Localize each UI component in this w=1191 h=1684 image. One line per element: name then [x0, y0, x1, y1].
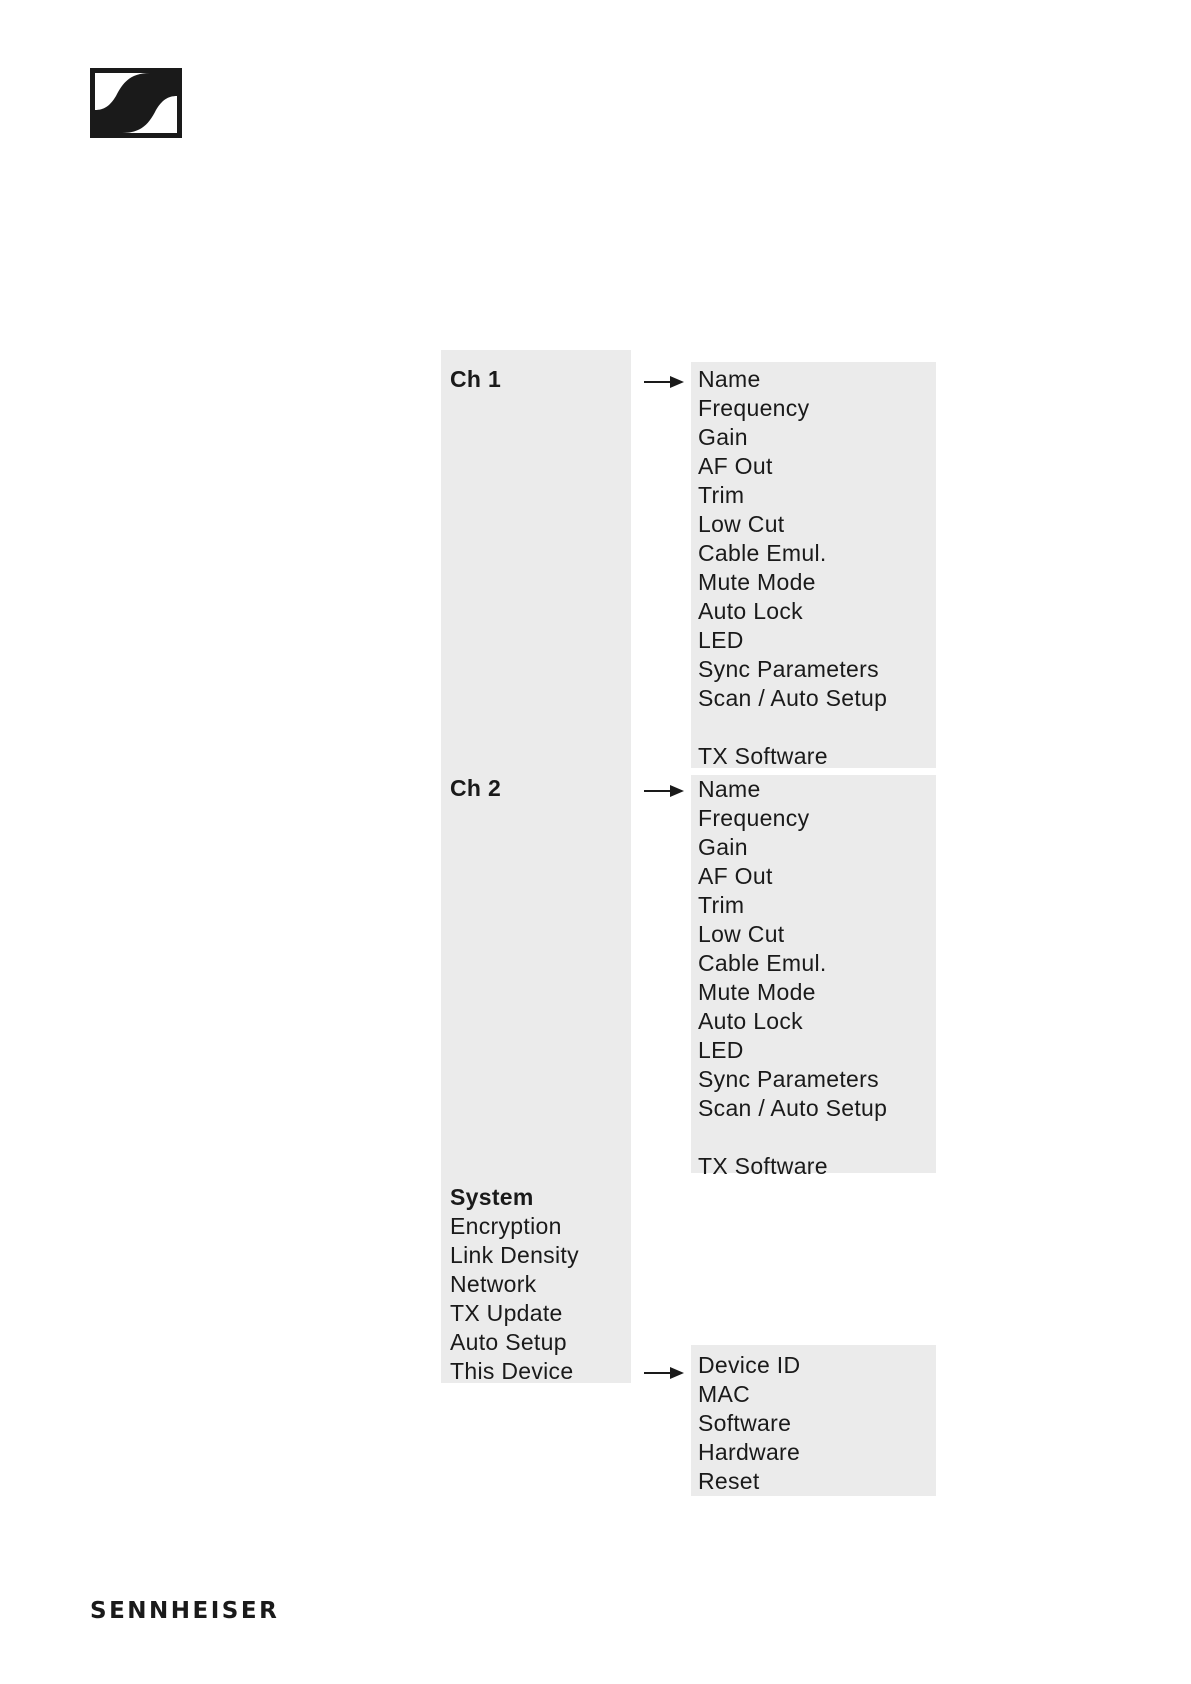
ch1-item-low-cut[interactable]: Low Cut: [698, 511, 785, 537]
ch1-item-tx-software[interactable]: TX Software: [698, 743, 828, 769]
device-item-reset[interactable]: Reset: [698, 1468, 760, 1494]
device-item-mac[interactable]: MAC: [698, 1381, 751, 1407]
ch2-item-auto-lock[interactable]: Auto Lock: [698, 1008, 803, 1034]
menu-ch1[interactable]: Ch 1: [450, 366, 502, 392]
brand-wordmark: SENNHEISER: [90, 1598, 280, 1624]
menu-system-this-device[interactable]: This Device: [450, 1358, 574, 1384]
ch1-item-sync-parameters[interactable]: Sync Parameters: [698, 656, 879, 682]
ch2-item-name[interactable]: Name: [698, 776, 761, 802]
ch2-submenu-panel: [691, 775, 936, 1179]
device-item-device-id[interactable]: Device ID: [698, 1352, 801, 1378]
ch1-item-scan-auto-setup[interactable]: Scan / Auto Setup: [698, 685, 888, 711]
device-item-hardware[interactable]: Hardware: [698, 1439, 801, 1465]
ch1-item-trim[interactable]: Trim: [698, 482, 745, 508]
this-device-submenu-panel: [691, 1345, 936, 1496]
ch2-item-sync-parameters[interactable]: Sync Parameters: [698, 1066, 879, 1092]
menu-system-network[interactable]: Network: [450, 1271, 537, 1297]
sennheiser-logo-icon: [90, 68, 182, 138]
menu-system-encryption[interactable]: Encryption: [450, 1213, 562, 1239]
ch1-item-gain[interactable]: Gain: [698, 424, 748, 450]
device-item-software[interactable]: Software: [698, 1410, 792, 1436]
ch2-item-mute-mode[interactable]: Mute Mode: [698, 979, 816, 1005]
ch2-item-af-out[interactable]: AF Out: [698, 863, 773, 889]
ch1-item-led[interactable]: LED: [698, 627, 744, 653]
ch2-item-scan-auto-setup[interactable]: Scan / Auto Setup: [698, 1095, 888, 1121]
arrow-right-icon: [644, 375, 684, 389]
ch2-item-tx-software[interactable]: TX Software: [698, 1153, 828, 1179]
ch2-item-gain[interactable]: Gain: [698, 834, 748, 860]
ch2-item-low-cut[interactable]: Low Cut: [698, 921, 785, 947]
ch2-item-led[interactable]: LED: [698, 1037, 744, 1063]
ch1-item-name[interactable]: Name: [698, 366, 761, 392]
menu-ch2[interactable]: Ch 2: [450, 775, 502, 801]
ch1-item-auto-lock[interactable]: Auto Lock: [698, 598, 803, 624]
menu-system[interactable]: System: [450, 1184, 534, 1210]
menu-system-link-density[interactable]: Link Density: [450, 1242, 579, 1268]
ch2-item-trim[interactable]: Trim: [698, 892, 745, 918]
ch2-item-frequency[interactable]: Frequency: [698, 805, 810, 831]
ch1-item-frequency[interactable]: Frequency: [698, 395, 810, 421]
ch1-item-cable-emul[interactable]: Cable Emul.: [698, 540, 827, 566]
ch1-submenu-panel: [691, 362, 936, 768]
menu-system-tx-update[interactable]: TX Update: [450, 1300, 563, 1326]
arrow-right-icon: [644, 1366, 684, 1380]
ch2-item-cable-emul[interactable]: Cable Emul.: [698, 950, 827, 976]
arrow-right-icon: [644, 784, 684, 798]
menu-system-auto-setup[interactable]: Auto Setup: [450, 1329, 567, 1355]
main-menu-panel: [441, 350, 631, 1383]
ch1-item-af-out[interactable]: AF Out: [698, 453, 773, 479]
ch1-item-mute-mode[interactable]: Mute Mode: [698, 569, 816, 595]
